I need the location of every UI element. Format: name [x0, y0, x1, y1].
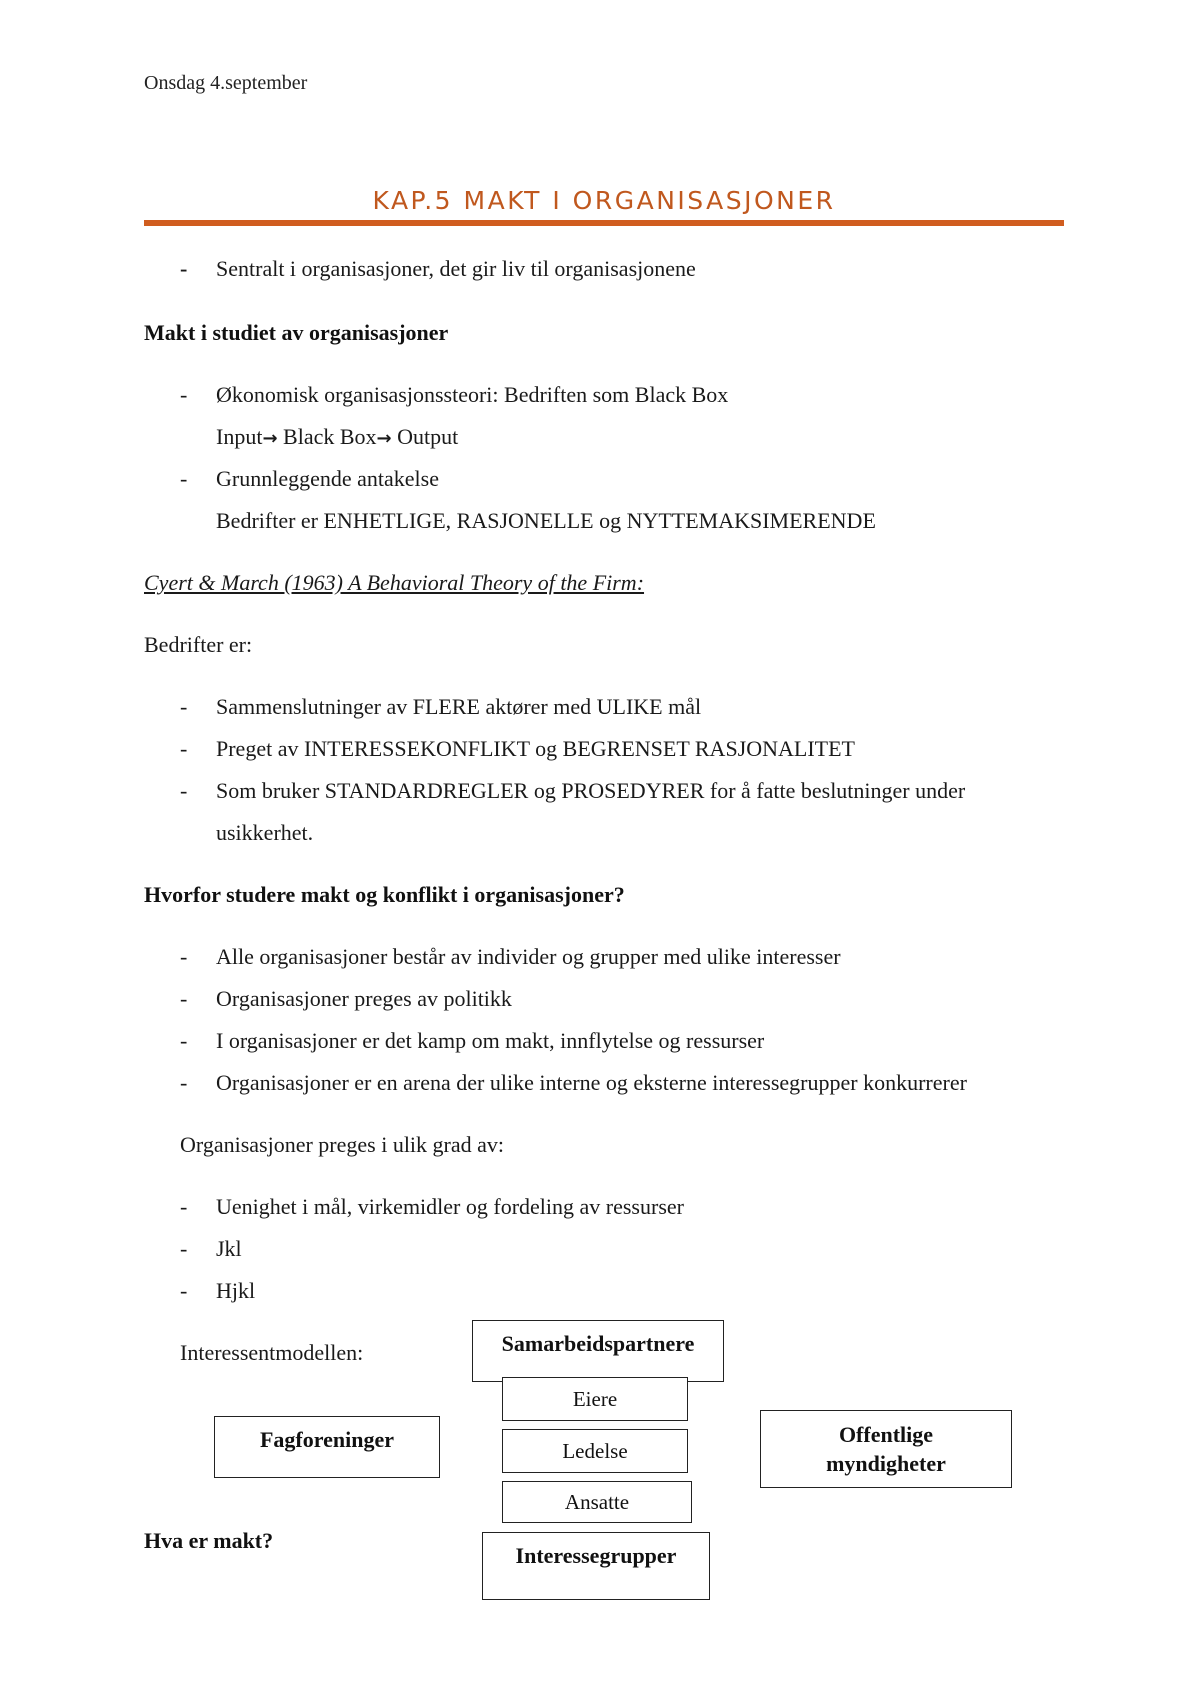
chapter-title: KAP.5 MAKT I ORGANISASJONER [372, 186, 836, 215]
list-item: Økonomisk organisasjonssteori: Bedriften som Black Box [216, 382, 729, 407]
list-item: Organisasjoner er en arena der ulike interne og eksterne interessegrupper konkurrerer [216, 1070, 967, 1095]
bullet-dash: - [180, 382, 188, 407]
bullet-dash: - [180, 1278, 188, 1303]
flow-black-box: Black Box [277, 424, 377, 449]
page-date: Onsdag 4.september [144, 72, 308, 94]
list-item: Jkl [216, 1236, 242, 1261]
title-rule [144, 220, 1064, 226]
section-heading-hvorfor: Hvorfor studere makt og konflikt i organisasjoner? [144, 882, 625, 907]
citation: Cyert & March (1963) A Behavioral Theory of the Firm: [144, 570, 645, 595]
list-item: Som bruker STANDARDREGLER og PROSEDYRER for å fatte beslutninger under [216, 778, 966, 803]
list-item: I organisasjoner er det kamp om makt, innflytelse og ressurser [216, 1028, 765, 1053]
list-item: Uenighet i mål, virkemidler og fordeling av ressurser [216, 1194, 684, 1219]
box-eiere [502, 1377, 688, 1421]
list-item: Preget av INTERESSEKONFLIKT og BEGRENSET RASJONALITET [216, 736, 855, 761]
bullet-dash: - [180, 1070, 188, 1095]
box-label-line: Offentlige [838, 1422, 934, 1447]
box-label: Ledelse [562, 1438, 628, 1463]
box-samarbeidspartnere [472, 1320, 724, 1382]
box-label: Ansatte [564, 1489, 630, 1514]
list-item: Hjkl [216, 1278, 256, 1303]
box-ledelse [502, 1429, 688, 1473]
box-label: Samarbeidspartnere [501, 1331, 695, 1356]
flow-output: Output [391, 424, 459, 449]
bullet-dash: - [180, 694, 188, 719]
box-ansatte [502, 1481, 692, 1523]
intro-bullet: - [180, 256, 188, 281]
arrow-right-icon: → [376, 428, 392, 449]
bullet-dash: - [180, 1028, 188, 1053]
bullet-dash: - [180, 736, 188, 761]
list-item: Sammenslutninger av FLERE aktører med ULIKE mål [216, 694, 702, 719]
bullet-dash: - [180, 1194, 188, 1219]
section-heading-hva-er-makt: Hva er makt? [144, 1528, 274, 1553]
model-label: Interessentmodellen: [180, 1340, 364, 1365]
box-fagforeninger [214, 1416, 440, 1478]
bullet-dash: - [180, 986, 188, 1011]
bullet-dash: - [180, 944, 188, 969]
bullet-dash: - [180, 1236, 188, 1261]
bullet-dash: - [180, 466, 188, 491]
box-interessegrupper [482, 1532, 710, 1600]
intro-text: Sentralt i organisasjoner, det gir liv til organisasjonene [216, 256, 696, 281]
list-item: Grunnleggende antakelse [216, 466, 439, 491]
box-label-line: myndigheter [826, 1451, 946, 1476]
arrow-right-icon: → [262, 428, 278, 449]
box-label [826, 1420, 946, 1478]
list-item: Alle organisasjoner består av individer og grupper med ulike interesser [216, 944, 841, 969]
list-item-continuation: usikkerhet. [216, 820, 314, 845]
box-label: Interessegrupper [515, 1543, 677, 1568]
flow-input: Input [216, 424, 263, 449]
box-offentlige-myndigheter [760, 1410, 1012, 1488]
black-box-flow [216, 424, 458, 450]
section-heading-makt-i-studiet: Makt i studiet av organisasjoner [144, 320, 449, 345]
degree-label: Organisasjoner preges i ulik grad av: [180, 1132, 505, 1157]
bullet-dash: - [180, 778, 188, 803]
firms-label: Bedrifter er: [144, 632, 253, 657]
box-label: Fagforeninger [259, 1427, 394, 1452]
list-item: Organisasjoner preges av politikk [216, 986, 512, 1011]
box-label: Eiere [572, 1386, 618, 1411]
list-item-detail: Bedrifter er ENHETLIGE, RASJONELLE og NYTTEMAKSIMERENDE [216, 508, 876, 533]
